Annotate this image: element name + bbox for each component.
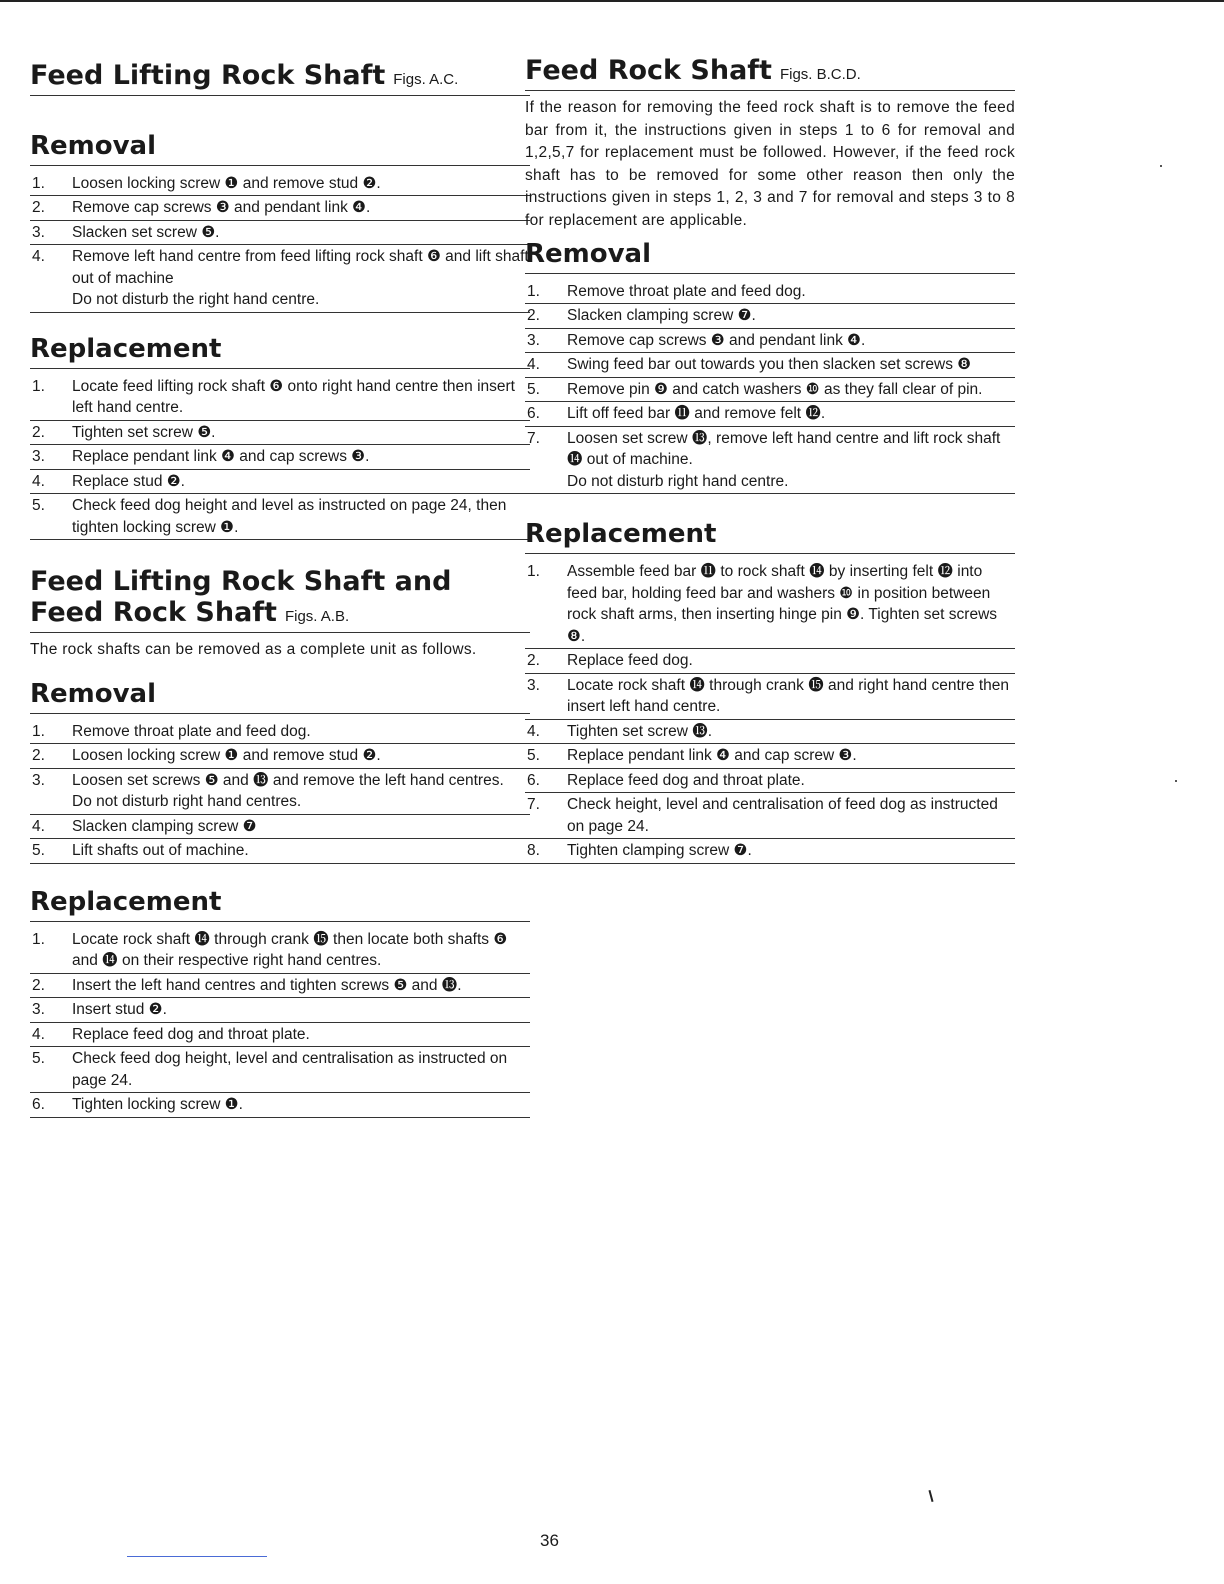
scan-speck xyxy=(1175,780,1177,782)
step-item: 5. Replace pendant link ❹ and cap screw ❸. xyxy=(525,744,1015,769)
step-item: 2. Insert the left hand centres and tighten screws ❺ and ⓭. xyxy=(30,974,530,999)
step-item: 1. Loosen locking screw ❶ and remove stud ❷. xyxy=(30,172,530,197)
step-item: 4. Tighten set screw ⓭. xyxy=(525,720,1015,745)
feed-rock-figs: Figs. B.C.D. xyxy=(779,66,861,83)
step-item: 5. Remove pin ❾ and catch washers ❿ as they fall clear of pin. xyxy=(525,378,1015,403)
page-number: 36 xyxy=(540,1531,559,1550)
step-item: 5. Check feed dog height, level and centralisation as instructed on page 24. xyxy=(30,1047,530,1093)
both-removal-steps xyxy=(30,720,530,864)
feed-rock-title-text: Feed Rock Shaft xyxy=(525,55,772,86)
step-item: 6. Lift off feed bar ⓫ and remove felt ⓬. xyxy=(525,402,1015,427)
step-item: 4. Swing feed bar out towards you then slacken set screws ❽ xyxy=(525,353,1015,378)
both-shafts-title-line2: Feed Rock Shaft xyxy=(30,597,277,629)
feed-rock-removal-steps xyxy=(525,280,1015,495)
feed-lifting-figs: Figs. A.C. xyxy=(393,71,459,88)
step-item: 4. Replace feed dog and throat plate. xyxy=(30,1023,530,1048)
step-item: 3. Insert stud ❷. xyxy=(30,998,530,1023)
step-item: 2. Loosen locking screw ❶ and remove stud ❷. xyxy=(30,744,530,769)
step-item: 1. Locate feed lifting rock shaft ❻ onto right hand centre then insert left hand centre. xyxy=(30,375,530,421)
step-item: 5. Check feed dog height and level as instructed on page 24, then tighten locking screw ❶. xyxy=(30,494,530,540)
step-item: 1. Remove throat plate and feed dog. xyxy=(525,280,1015,305)
step-item: 3. Replace pendant link ❹ and cap screws ❸. xyxy=(30,445,530,470)
feed-lifting-removal-steps xyxy=(30,172,530,313)
step-item: 3. Remove cap screws ❸ and pendant link ❹. xyxy=(525,329,1015,354)
both-shafts-title xyxy=(30,566,530,633)
step-item: 3. Slacken set screw ❺. xyxy=(30,221,530,246)
right-column xyxy=(525,55,1015,864)
step-item: 4. Slacken clamping screw ❼ xyxy=(30,815,530,840)
step-item: 2. Replace feed dog. xyxy=(525,649,1015,674)
step-item: 2. Remove cap screws ❸ and pendant link ❹. xyxy=(30,196,530,221)
both-shafts-title-line1: Feed Lifting Rock Shaft and xyxy=(30,566,452,598)
both-removal-heading: Removal xyxy=(30,680,530,714)
step-item: 1. Remove throat plate and feed dog. xyxy=(30,720,530,745)
step-item: 6. Replace feed dog and throat plate. xyxy=(525,769,1015,794)
feed-rock-replacement-heading: Replacement xyxy=(525,520,1015,554)
both-shafts-figs: Figs. A.B. xyxy=(284,608,350,626)
step-item: 5. Lift shafts out of machine. xyxy=(30,839,530,864)
feed-rock-intro: If the reason for removing the feed rock shaft is to remove the feed bar from it, the instructions given in steps 1 to 6 for removal and 1,2,5,7 for replacement must be followed. However, if the feed rock shaft has to be removed for some other reason then only the instructions given in steps 1, 2, 3 and 7 for removal and steps 3 to 8 for replacement are applicable. xyxy=(525,99,1015,229)
step-item: 4. Remove left hand centre from feed lifting rock shaft ❻ and lift shaft out of machine Do not disturb the right hand centre. xyxy=(30,245,530,313)
step-item: 3. Locate rock shaft ⓮ through crank ⓯ and right hand centre then insert left hand centre. xyxy=(525,674,1015,720)
feed-lifting-replacement-steps xyxy=(30,375,530,541)
feed-lifting-title xyxy=(30,60,530,96)
both-shafts-intro: The rock shafts can be removed as a complete unit as follows. xyxy=(30,641,477,659)
feed-rock-removal-heading: Removal xyxy=(525,240,1015,274)
left-column xyxy=(30,60,530,1118)
scan-speck xyxy=(1160,165,1162,167)
feed-lifting-replacement-heading: Replacement xyxy=(30,335,530,369)
step-item: 8. Tighten clamping screw ❼. xyxy=(525,839,1015,864)
step-item: 6. Tighten locking screw ❶. xyxy=(30,1093,530,1118)
feed-lifting-title-text: Feed Lifting Rock Shaft xyxy=(30,60,386,91)
both-replacement-steps xyxy=(30,928,530,1118)
step-item: 7. Loosen set screw ⓭, remove left hand centre and lift rock shaft ⓮ out of machine. Do not disturb right hand centre. xyxy=(525,427,1015,495)
step-item: 4. Replace stud ❷. xyxy=(30,470,530,495)
step-item: 2. Slacken clamping screw ❼. xyxy=(525,304,1015,329)
step-item: 3. Loosen set screws ❺ and ⓭ and remove the left hand centres. Do not disturb right hand centres. xyxy=(30,769,530,815)
feed-lifting-removal-heading: Removal xyxy=(30,132,530,166)
feed-rock-replacement-steps xyxy=(525,560,1015,864)
step-item: 1. Locate rock shaft ⓮ through crank ⓯ then locate both shafts ❻ and ⓮ on their respective right hand centres. xyxy=(30,928,530,974)
step-item: 2. Tighten set screw ❺. xyxy=(30,421,530,446)
feed-rock-title xyxy=(525,55,1015,91)
both-replacement-heading: Replacement xyxy=(30,888,530,922)
footer-link-line xyxy=(127,1556,267,1557)
scan-mark xyxy=(928,1490,933,1502)
top-rule xyxy=(0,0,1224,2)
step-item: 7. Check height, level and centralisation of feed dog as instructed on page 24. xyxy=(525,793,1015,839)
step-item: 1. Assemble feed bar ⓫ to rock shaft ⓮ by inserting felt ⓬ into feed bar, holding feed bar and washers ❿ in position between rock shaft arms, then inserting hinge pin ❾. Tighten set screws ❽. xyxy=(525,560,1015,649)
